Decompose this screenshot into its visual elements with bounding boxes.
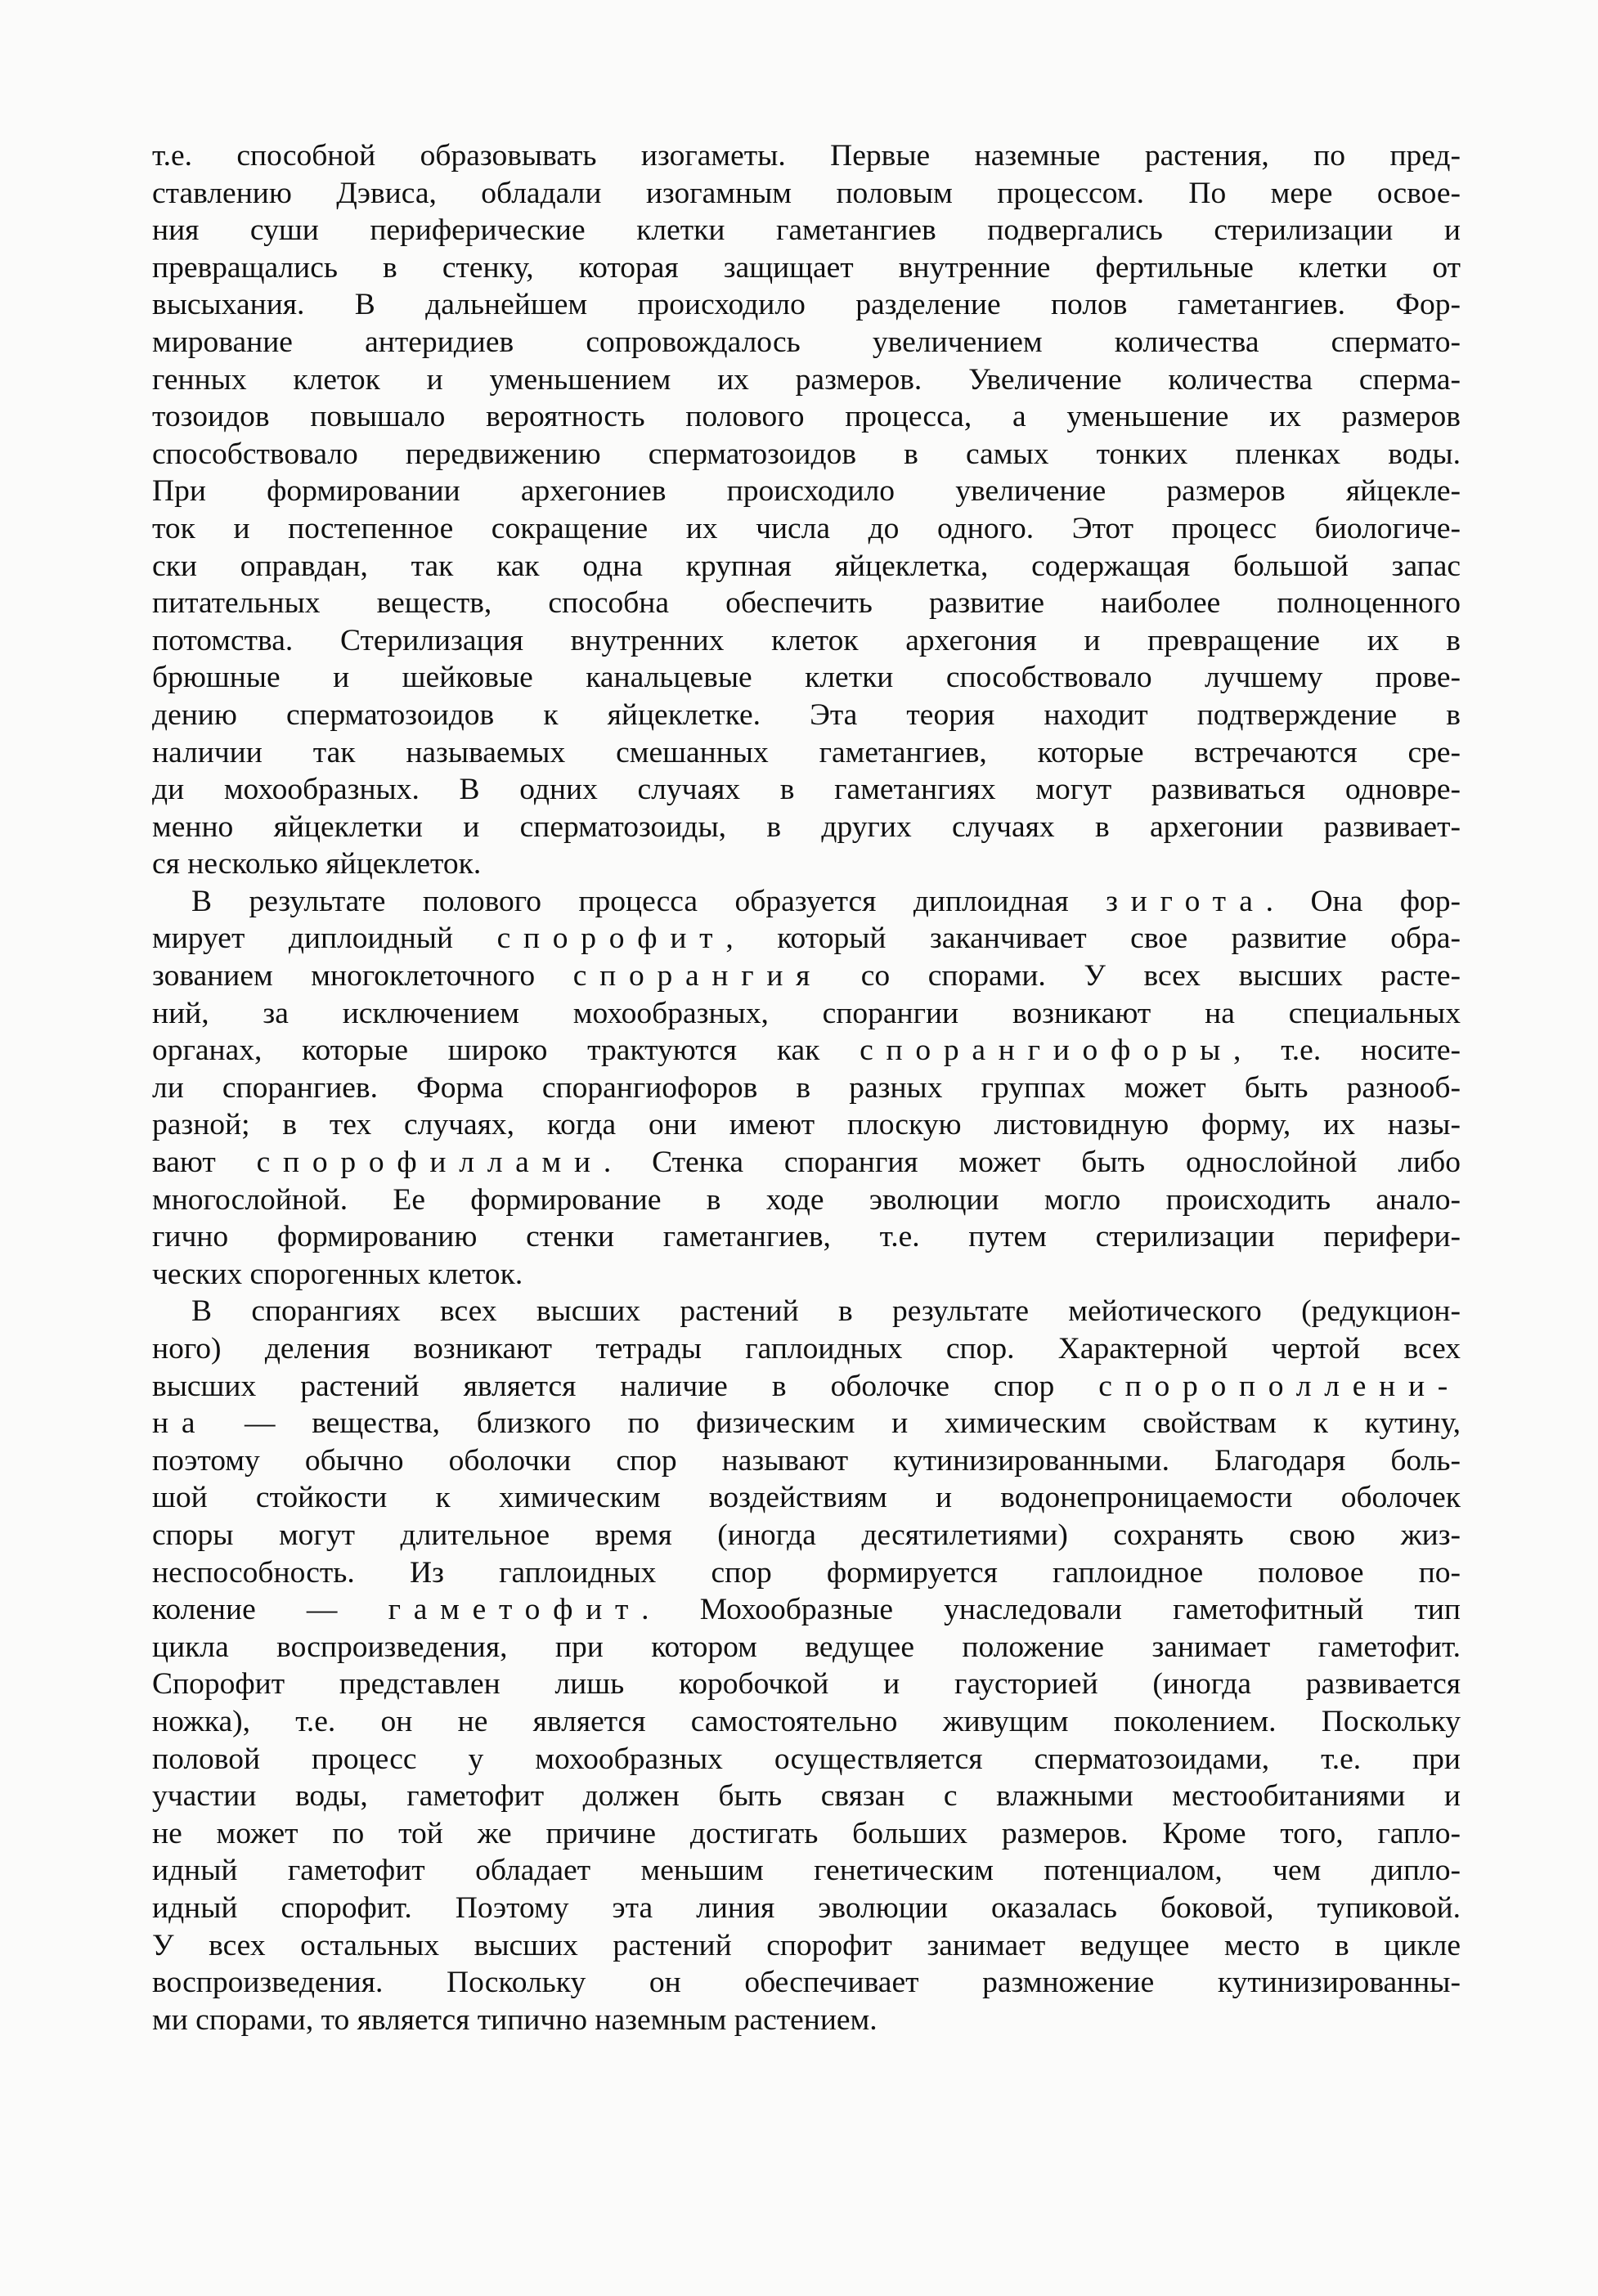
text-line: [152, 1666, 1461, 1703]
text-line: [152, 548, 1461, 585]
text-line: [152, 1890, 1461, 1927]
text-line: [152, 1964, 1461, 2002]
text-line: [152, 995, 1461, 1033]
text-segment: ставлению Дэвиса, обладали изогамным половым процессом. По мере освое-: [152, 176, 1461, 210]
text-segment: потомства. Стерилизация внутренних клеток архегония и превращение их в: [152, 623, 1461, 657]
text-segment: генных клеток и уменьшением их размеров. Увеличение количества сперма-: [152, 362, 1461, 397]
text-segment: дению сперматозоидов к яйцеклетке. Эта теория находит подтверждение в: [152, 697, 1461, 732]
text-line: [152, 1144, 1461, 1182]
text-line: [152, 436, 1461, 473]
text-segment: Спорофит представлен лишь коробочкой и гаусторией (иногда развивается: [152, 1667, 1461, 1702]
text-segment: шой стойкости к химическим воздействиям и водонепроницаемости оболочек: [152, 1481, 1461, 1515]
text-line: [152, 585, 1461, 622]
text-segment: ний, за исключением мохообразных, спорангии возникают на специальных: [152, 996, 1461, 1030]
text-segment: ся несколько яйцеклеток.: [152, 847, 482, 881]
text-segment: ток и постепенное сокращение их числа до одного. Этот процесс биологиче-: [152, 511, 1461, 545]
text-line: [152, 1629, 1461, 1666]
text-line: [152, 1218, 1461, 1256]
text-line: [152, 1741, 1461, 1778]
text-line: [152, 957, 1461, 995]
text-line: [152, 697, 1461, 734]
text-segment: мирование антеридиев сопровождалось увеличением количества сперматo-: [152, 325, 1461, 359]
spaced-term: спорофит: [496, 922, 726, 956]
text-line: [152, 473, 1461, 510]
text-segment: высыхания. В дальнейшем происходило разделение полов гаметангиев. Фор-: [152, 288, 1461, 322]
text-line: [152, 809, 1461, 846]
text-line: [152, 1927, 1461, 1965]
text-line: [152, 734, 1461, 772]
text-line: [152, 1330, 1461, 1368]
text-segment: т.е. способной образовывать изогаметы. Первые наземные растения, по пред-: [152, 139, 1461, 173]
text-line: [152, 249, 1461, 287]
text-line: [152, 398, 1461, 436]
text-segment: питательных веществ, способна обеспечить развитие наиболее полноценного: [152, 586, 1461, 621]
text-line: [152, 212, 1461, 249]
spaced-term: спорополлени-: [1098, 1369, 1461, 1403]
text-line: [152, 1442, 1461, 1480]
text-segment: коление —: [152, 1593, 388, 1627]
text-segment: ного) деления возникают тетрады гаплоидных спор. Характерной чертой всех: [152, 1332, 1461, 1365]
body-text: [152, 137, 1461, 2038]
text-segment: ческих спорогенных клеток.: [152, 1257, 523, 1291]
text-line: [152, 622, 1461, 660]
text-segment: менно яйцеклетки и сперматозоиды, в других случаях в архегонии развивает-: [152, 809, 1461, 844]
text-segment: способствовало передвижению сперматозоидов в самых тонких пленках воды.: [152, 437, 1461, 471]
text-segment: У всех остальных высших растений спорофит занимает ведущее место в цикле: [152, 1928, 1461, 1962]
text-line: [152, 1182, 1461, 1219]
text-segment: многослойной. Ее формирование в ходе эволюции могло происходить анало-: [152, 1182, 1461, 1217]
text-segment: ми спорами, то является типично наземным растением.: [152, 2002, 878, 2037]
text-line: [152, 175, 1461, 213]
text-line: [152, 1293, 1461, 1330]
text-line: [152, 1405, 1461, 1442]
text-segment: ли спорангиев. Форма спорангиофоров в разных группах может быть разнооб-: [152, 1070, 1461, 1105]
text-line: [152, 1815, 1461, 1853]
text-line: [152, 1591, 1461, 1629]
text-line: [152, 659, 1461, 697]
text-line: [152, 1703, 1461, 1741]
text-line: [152, 2002, 1461, 2039]
text-segment: ния суши периферические клетки гаметангиев подвергались стерилизации и: [152, 213, 1461, 248]
text-segment: В спорангиях всех высших растений в результате мейотического (редукцион-: [191, 1294, 1461, 1329]
text-segment: . Мохообразные унаследовали гаметофитный тип: [641, 1593, 1461, 1627]
text-segment: ножка), т.е. он не является самостоятельно живущим поколением. Поскольку: [152, 1704, 1461, 1738]
text-line: [152, 1778, 1461, 1815]
text-segment: споры могут длительное время (иногда десятилетиями) сохранять свою жиз-: [152, 1518, 1461, 1552]
text-segment: половой процесс у мохообразных осуществляется сперматозоидами, т.е. при: [152, 1742, 1461, 1776]
text-segment: разной; в тех случаях, когда они имеют плоскую листовидную форму, их назы-: [152, 1108, 1461, 1142]
text-segment: поэтому обычно оболочки спор называют кутинизированными. Благодаря боль-: [152, 1443, 1461, 1478]
text-segment: участии воды, гаметофит должен быть связан с влажными местообитаниями и: [152, 1779, 1461, 1814]
text-segment: идный гаметофит обладает меньшим генетическим потенциалом, чем диплo-: [152, 1854, 1461, 1888]
text-segment: мирует диплоидный: [152, 922, 497, 956]
text-segment: органах, которые широко трактуются как: [152, 1034, 860, 1068]
text-line: [152, 1479, 1461, 1517]
text-line: [152, 1032, 1461, 1070]
spaced-term: спорофиллами: [256, 1146, 604, 1180]
text-segment: . Стенка спорангия может быть однослойной либо: [603, 1146, 1461, 1180]
text-segment: зованием многоклеточного: [152, 959, 573, 993]
text-line: [152, 1852, 1461, 1890]
text-line: [152, 771, 1461, 809]
text-segment: . Она фор-: [1265, 884, 1461, 918]
text-line: [152, 1106, 1461, 1144]
spaced-term: спорангия: [572, 959, 824, 993]
text-segment: ди мохообразных. В одних случаях в гаметангиях могут развиваться одновре-: [152, 773, 1461, 807]
text-line: [152, 845, 1461, 883]
text-segment: цикла воспроизведения, при котором ведущее положение занимает гаметофит.: [152, 1630, 1461, 1664]
text-segment: В результате полового процесса образуется диплоидная: [191, 884, 1106, 918]
spaced-term: спорангиофоры: [860, 1034, 1234, 1068]
text-segment: , т.е. носите-: [1233, 1034, 1461, 1068]
text-segment: со спорами. У всех высших расте-: [823, 959, 1461, 993]
text-segment: идный спорофит. Поэтому эта линия эволюции оказалась боковой, тупиковой.: [152, 1890, 1461, 1925]
spaced-term: зигота: [1106, 884, 1266, 918]
spaced-term: гаметофит: [388, 1593, 642, 1627]
text-segment: высших растений является наличие в оболочке спор: [152, 1369, 1099, 1403]
text-line: [152, 286, 1461, 324]
text-line: [152, 324, 1461, 361]
text-segment: наличии так называемых смешанных гаметангиев, которые встречаются сре-: [152, 735, 1461, 769]
text-line: [152, 1554, 1461, 1592]
text-line: [152, 361, 1461, 399]
text-line: [152, 137, 1461, 175]
text-segment: тозоидов повышало вероятность полового процесса, а уменьшение их размеров: [152, 400, 1461, 434]
text-segment: воспроизведения. Поскольку он обеспечивает размножение кутинизированны-: [152, 1966, 1461, 2000]
text-segment: превращались в стенку, которая защищает внутренние фертильные клетки от: [152, 250, 1461, 285]
spaced-term: на: [152, 1406, 209, 1441]
text-segment: — вещества, близкого по физическим и химическим свойствам к кутину,: [208, 1406, 1461, 1441]
text-segment: вают: [152, 1146, 257, 1180]
text-segment: , который заканчивает свое развитие обра-: [725, 922, 1461, 956]
text-line: [152, 1070, 1461, 1107]
text-segment: брюшные и шейковые канальцевые клетки способствовало лучшему прове-: [152, 661, 1461, 695]
text-line: [152, 1517, 1461, 1554]
text-line: [152, 1256, 1461, 1294]
text-segment: При формировании архегониев происходило увеличение размеров яйцекле-: [152, 474, 1461, 509]
text-line: [152, 1368, 1461, 1406]
text-segment: неспособность. Из гаплоидных спор формируется гаплоидное половое по-: [152, 1555, 1461, 1590]
text-line: [152, 883, 1461, 921]
text-segment: ски оправдан, так как одна крупная яйцеклетка, содержащая большой запас: [152, 549, 1461, 583]
text-segment: не может по той же причине достигать больших размеров. Кроме того, гапло-: [152, 1816, 1461, 1850]
text-segment: гично формированию стенки гаметангиев, т.е. путем стерилизации перифери-: [152, 1220, 1461, 1254]
text-line: [152, 920, 1461, 957]
text-line: [152, 510, 1461, 548]
